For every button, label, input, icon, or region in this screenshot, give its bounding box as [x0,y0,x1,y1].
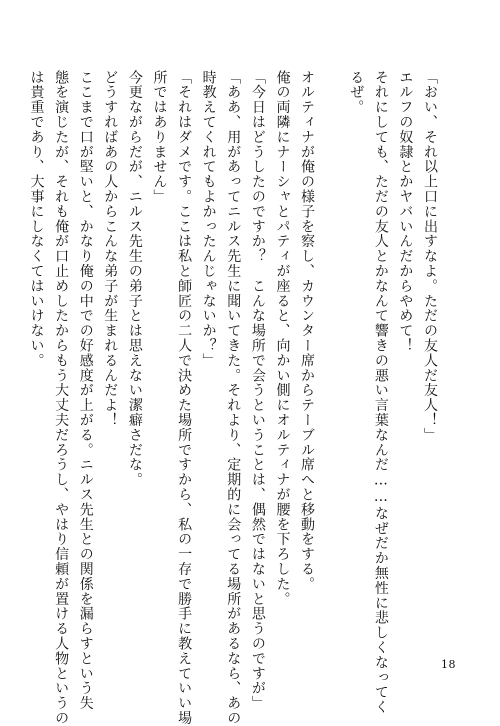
text-line-12: 所ではありません」 [151,70,168,205]
text-line-6: オルティナが俺の様子を察し、カウンター席からテーブル席へと移動をする。 [299,70,316,592]
paragraph-gap [319,70,344,660]
text-line-7: 俺の両隣にナーシャとパティが座ると、向かい側にオルティナが腰を下ろした。 [274,70,291,607]
text-line-3: それにしても、ただの友人とかなんて響きの悪い言葉なんだ……なぜだか無性に悲しくなってく [372,70,389,715]
text-line-10: 時教えてくれてもよかったんじゃないか？」 [200,70,217,368]
text-line-1: 「おい、それ以上口に出すなよ。ただの友人だ友人！」 [422,70,438,443]
text-line-13: 今更ながらだが、ニルス先生の弟子とは思えない潔癖さだな。 [126,70,143,488]
text-line-11: 「それはダメです。ここは私と師匠の二人で決めた場所ですから、私の一存で勝手に教えていい場 [176,70,193,726]
vertical-text-body [24,70,442,726]
text-line-4: るぜ。 [348,70,365,115]
text-line-14: どうすればあの人からこんな弟子が生まれるんだよ！ [102,70,119,428]
text-line-8: 「今日はどうしたのですか？ こんな場所で会うということは、偶然ではないと思うのですが」 [249,70,266,711]
text-line-16: 態を演じたが、それも俺が口止めしたからもう大丈夫だろうし、やはり信頼が置ける人物というの [53,70,70,726]
text-line-15: ここまで口が堅いと、かなり俺の中での好感度が上がる。ニルス先生との関係を漏らすという失 [77,70,94,711]
page-number: 18 [441,658,456,671]
text-line-17: は貴重であり、大事にしなくてはいけない。 [28,70,45,368]
text-line-9: 「ああ、用があってニルス先生に聞いてきた。それより、定期的に会ってる場所があるなら、あの [225,70,242,726]
text-line-2: エルフの奴隷とかヤバいんだからやめて！ [397,70,414,354]
